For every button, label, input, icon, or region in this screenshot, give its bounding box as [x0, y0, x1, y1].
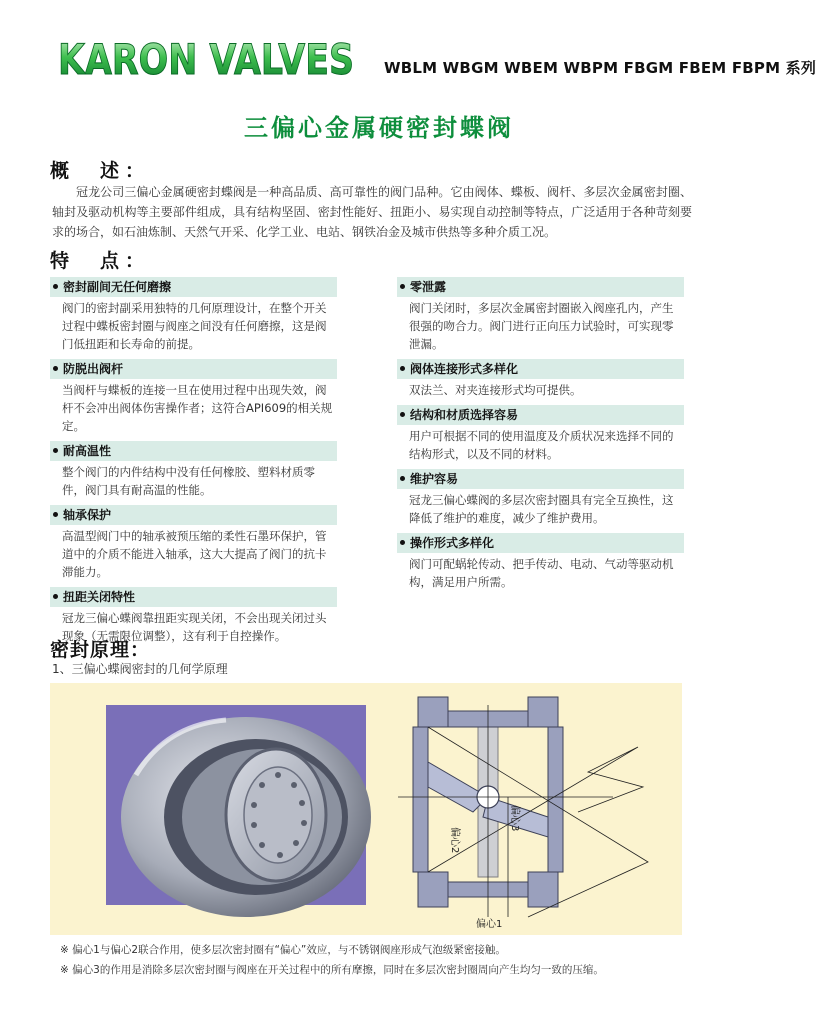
feature-title: 维护容易 [410, 472, 459, 486]
feature-item [50, 277, 337, 355]
feature-text: 整个阀门的内件结构中没有任何橡胶、塑料材质零件，阀门具有耐高温的性能。 [62, 465, 315, 497]
overview-heading: 概 述： [50, 160, 151, 182]
feature-item [50, 441, 337, 501]
feature-title: 防脱出阀杆 [63, 362, 124, 376]
bullet-icon [400, 412, 405, 417]
feature-item [397, 533, 684, 593]
geometry-diagram [388, 687, 678, 931]
features-right-column [397, 277, 684, 597]
sealing-heading: 密封原理： [50, 639, 151, 661]
feature-title: 结构和材质选择容易 [410, 408, 519, 422]
features-left-column [50, 277, 337, 651]
bullet-icon [53, 594, 58, 599]
feature-item [397, 405, 684, 465]
page-title: 三偏心金属硬密封蝶阀 [244, 114, 514, 142]
valve-photo [106, 705, 366, 905]
bullet-icon [400, 540, 405, 545]
bullet-icon [53, 512, 58, 517]
feature-text: 阀门关闭时，多层次金属密封圈嵌入阀座孔内，产生很强的吻合力。阀门进行正向压力试验时，可实现零泄漏。 [409, 301, 674, 351]
feature-title: 扭距关闭特性 [63, 590, 136, 604]
note-1: ※ 偏心1与偏心2联合作用，使多层次密封圈有“偏心”效应，与不锈钢阀座形成气泡级紧密接触。 [60, 944, 506, 956]
feature-item [397, 469, 684, 529]
bullet-icon [53, 284, 58, 289]
offset3-label: 偏心3 [509, 805, 520, 832]
feature-title: 耐高温性 [63, 444, 112, 458]
offset2-label: 偏心2 [449, 827, 460, 854]
series-label: WBLM WBGM WBEM WBPM FBGM FBEM FBPM 系列 [384, 59, 816, 77]
feature-item [50, 359, 337, 437]
bullet-icon [53, 448, 58, 453]
feature-title: 阀体连接形式多样化 [410, 362, 519, 376]
feature-title: 轴承保护 [63, 508, 112, 522]
feature-item [397, 359, 684, 401]
feature-item [397, 277, 684, 355]
feature-title: 操作形式多样化 [410, 536, 495, 550]
feature-item [50, 505, 337, 583]
feature-text: 阀门可配蜗轮传动、把手传动、电动、气动等驱动机构，满足用户所需。 [409, 557, 674, 589]
feature-title: 零泄露 [410, 280, 447, 294]
bullet-icon [400, 366, 405, 371]
bullet-icon [400, 476, 405, 481]
feature-text: 阀门的密封副采用独特的几何原理设计，在整个开关过程中蝶板密封圈与阀座之间没有任何磨擦，这是阀门低扭距和长寿命的前提。 [62, 301, 327, 351]
feature-text: 用户可根据不同的使用温度及介质状况来选择不同的结构形式，以及不同的材料。 [409, 429, 674, 461]
brand-logo [58, 32, 358, 84]
feature-text: 当阀杆与蝶板的连接一旦在使用过程中出现失效，阀杆不会冲出阀体伤害操作者；这符合API609的相关规定。 [62, 383, 333, 433]
feature-text: 双法兰、对夹连接形式均可提供。 [409, 383, 582, 397]
feature-text: 冠龙三偏心蝶阀的多层次密封圈具有完全互换性，这降低了维护的难度，减少了维护费用。 [409, 493, 674, 525]
bullet-icon [53, 366, 58, 371]
features-heading: 特 点： [50, 250, 151, 272]
note-2: ※ 偏心3的作用是消除多层次密封圈与阀座在开关过程中的所有摩擦，同时在多层次密封圈周向产生均匀一致的压缩。 [60, 964, 604, 976]
logo-text: KARON VALVES [58, 35, 354, 84]
bullet-icon [400, 284, 405, 289]
feature-title: 密封副间无任何磨擦 [63, 280, 172, 294]
feature-text: 高温型阀门中的轴承被预压缩的柔性石墨环保护，管道中的介质不能进入轴承，这大大提高了阀门的抗卡滞能力。 [62, 529, 327, 579]
sealing-figure [50, 683, 682, 935]
offset1-label: 偏心1 [476, 919, 503, 930]
feature-text: 冠龙三偏心蝶阀靠扭距实现关闭，不会出现关闭过头现象（无需限位调整），这有利于自控操作。 [62, 611, 327, 643]
sealing-subheading: 1、三偏心蝶阀密封的几何学原理 [52, 662, 228, 676]
overview-text: 冠龙公司三偏心金属硬密封蝶阀是一种高品质、高可靠性的阀门品种。它由阀体、蝶板、阀杆、多层次金属密封圈、轴封及驱动机构等主要部件组成，具有结构坚固、密封性能好、扭距小、易实现自动控制等特点，广泛适用于各种苛刻要求的场合，如石油炼制、天然气开采、化学工业、电站、钢铁冶金及城市供热等多种介质工况。 [52, 185, 692, 239]
